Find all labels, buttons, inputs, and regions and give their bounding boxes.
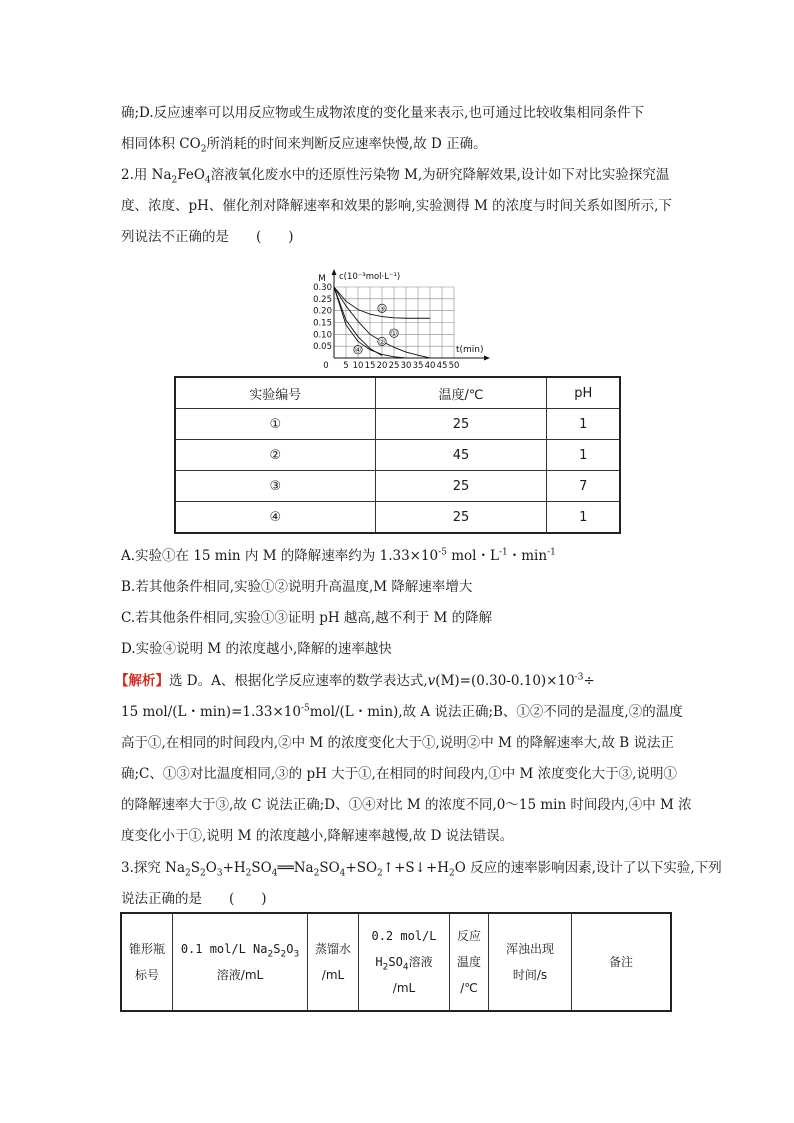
y-tick-label: 0.10 [313,330,332,341]
y-axis-label: c(10⁻³mol·L⁻¹) [339,272,401,282]
question-2-text: 度、浓度、pH、催化剂对降解速率和效果的影响,实验测得 M 的浓度与时间关系如图所示,下 [121,198,672,214]
x-tick-label: 10 [352,361,364,371]
table-cell: 1 [547,502,620,534]
x-axis-label: t(min) [456,345,484,355]
x-tick-label: 50 [448,361,460,371]
option-c: C.若其他条件相同,实验①③证明 pH 越高,越不利于 M 的降解 [121,610,493,626]
x-tick-label: 20 [376,361,388,371]
table-row [175,409,620,440]
option-b: B.若其他条件相同,实验①②说明升高温度,M 降解速率增大 [121,579,473,595]
table-header-row [121,913,671,1011]
x-tick-label: 30 [400,361,412,371]
question-3-text: 3.探究 $Na_2S_2O_3+H_2SO_4══Na_2SO_4+SO_2↑+S↓+H_2O$ 反应的速率影响因素,设计了以下实验,下列 [121,860,722,879]
series-label: ② [378,337,386,347]
y-tick-label: 0.25 [313,294,332,305]
series-label: ① [390,329,398,339]
analysis-line: 的降解速率大于③,故 C 说法正确;D、①④对比 M 的浓度不同,0～15 min 时间段内,④中 M 浓 [121,797,692,813]
x-tick-label: 15 [364,361,376,371]
analysis-line: 15 mol/(L・$\min)=1.33\times 10^{-5}mol/(L$・min),故 A 说法正确;B、①②不同的是温度,②的温度 [121,703,683,720]
table-row [175,471,620,502]
table-header-cell: 0.1 mol/L $Na_2S_2O_3$ 溶液/mL [173,913,308,1011]
table-header-row [175,377,620,409]
y-tick-label: 0.05 [313,342,332,353]
table-header-cell: 锥形瓶 标号 [121,913,173,1011]
x-tick-label: 35 [412,361,424,371]
analysis-line: 【解析】选 D。A、根据化学反应速率的数学表达式$,v(M)=(0.30-0.10)\times 10^{-3}\div$ [115,672,595,689]
series-label: ④ [354,345,362,355]
table-cell: ① [175,409,375,440]
table-cell: ③ [175,471,375,502]
experiment-table-2 [120,912,672,1012]
question-2-text: 2.用 $Na_2FeO_4$溶液氧化废水中的还原性污染物 M,为研究降解效果,设计如下对比实验探究温 [121,167,670,186]
analysis-tag: 【解析】 [115,673,169,689]
experiment-table [174,376,621,534]
table-cell: 45 [375,440,547,471]
x-tick-label: 5 [343,361,349,371]
x-axis-arrow [484,356,490,361]
origin-label: 0 [323,361,329,371]
table-row [175,440,620,471]
option-a: A.实验①在 15 min 内 M 的降解速率约为 $1.33\times 10^{-5}$ mol・$L^{-1}$・$\min^{-1}$ [121,547,556,564]
table-header-cell: 备注 [572,913,672,1011]
table-header-cell: 浑浊出现 时间/s [489,913,572,1011]
table-cell: ② [175,440,375,471]
table-cell: 25 [375,409,547,440]
y-tick-label: 0.30 [313,283,332,293]
table-cell: 25 [375,471,547,502]
table-header-cell: 反应 温度 /℃ [450,913,489,1011]
table-cell: 1 [547,409,620,440]
analysis-line: 度变化小于①,说明 M 的浓度越小,降解速率越慢,故 D 说法错误。 [121,828,514,844]
table-header-cell: 0.2 mol/L $H_2SO_4$溶液 /mL [359,913,450,1011]
y-tick-label: 0.15 [313,318,332,329]
x-tick-label: 25 [388,361,400,371]
y-axis-arrow [332,269,337,275]
option-d: D.实验④说明 M 的浓度越小,降解的速率越快 [121,641,392,657]
table-header-cell: 蒸馏水 /mL [308,913,359,1011]
question-3-text: 说法正确的是 ( ) [121,891,267,907]
table-header-cell: 实验编号 [175,377,375,409]
table-header-cell: 温度/℃ [375,377,547,409]
table-cell: 1 [547,440,620,471]
analysis-line: 确;C、①③对比温度相同,③的 pH 大于①,在相同的时间段内,①中 M 浓度变化大于③,说明① [121,766,677,782]
text-line: 确;D.反应速率可以用反应物或生成物浓度的变化量来表示,也可通过比较收集相同条件下 [121,105,644,121]
x-tick-label: 45 [436,361,448,371]
x-tick-label: 40 [424,361,436,371]
text-line: 相同体积 $CO_2$所消耗的时间来判断反应速率快慢,故 D 正确。 [121,136,487,155]
y-tick-label: 0.20 [313,306,332,317]
table-cell: 25 [375,502,547,534]
table-header-cell: pH [547,377,620,409]
table-row [175,502,620,534]
y-axis-prefix: M [318,274,326,284]
table-cell: 7 [547,471,620,502]
table-cell: ④ [175,502,375,534]
question-2-text: 列说法不正确的是 ( ) [121,229,294,245]
concentration-time-chart [300,256,500,374]
analysis-line: 高于①,在相同的时间段内,②中 M 的浓度变化大于①,说明②中 M 的降解速率大,故 B 说法正 [121,735,674,751]
series-label: ③ [378,304,386,314]
